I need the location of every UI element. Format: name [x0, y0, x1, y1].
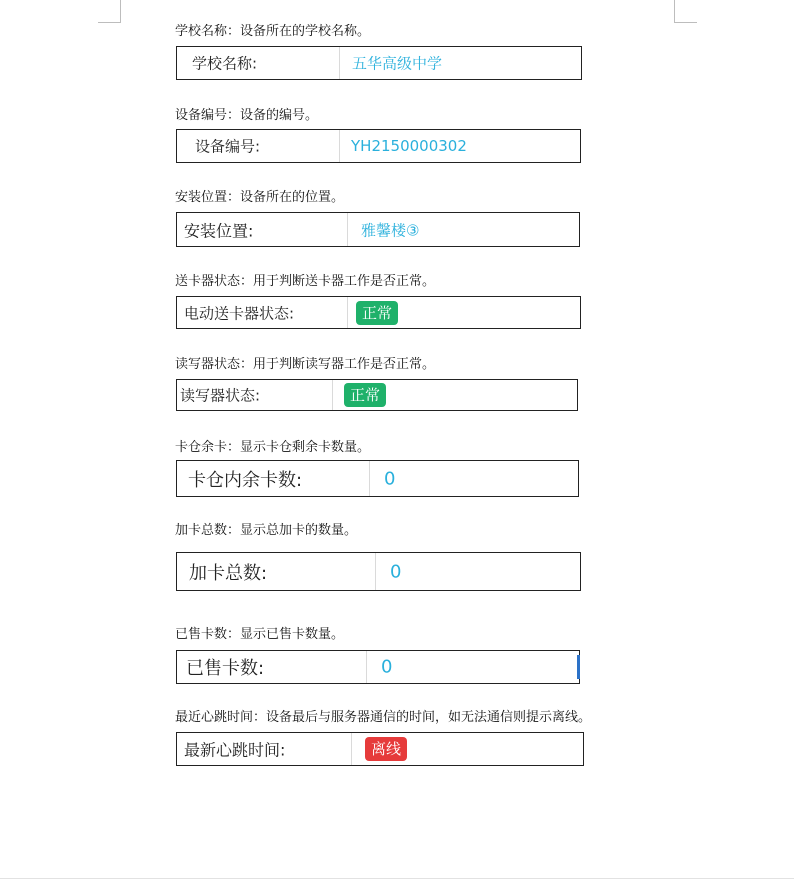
remaining-cards-panel [176, 460, 579, 497]
reader-status-caption: 读写器状态：用于判断读写器工作是否正常。 [175, 357, 436, 372]
device-id-caption: 设备编号：设备的编号。 [175, 108, 319, 123]
last-heartbeat-label: 最新心跳时间: [184, 740, 286, 760]
card-dispenser-status-label: 电动送卡器状态: [184, 304, 295, 322]
cards-sold-value: 0 [381, 656, 393, 678]
last-heartbeat-panel [176, 732, 584, 766]
field-divider [375, 553, 376, 590]
remaining-cards-caption: 卡仓余卡：显示卡仓剩余卡数量。 [175, 440, 371, 455]
reader-status-badge: 正常 [344, 383, 386, 407]
total-cards-added-caption: 加卡总数：显示总加卡的数量。 [175, 523, 358, 538]
device-id-label: 设备编号: [195, 137, 261, 156]
field-divider [366, 651, 367, 683]
page-corner-mark-right [674, 0, 697, 23]
school-name-panel [176, 46, 582, 80]
install-location-label: 安装位置: [184, 221, 254, 240]
field-divider [339, 47, 340, 79]
card-dispenser-status-panel [176, 296, 581, 329]
card-dispenser-status-caption: 送卡器状态：用于判断送卡器工作是否正常。 [175, 274, 436, 289]
install-location-panel [176, 212, 580, 247]
total-cards-added-label: 加卡总数: [189, 562, 268, 584]
last-heartbeat-badge: 离线 [365, 737, 407, 761]
total-cards-added-value: 0 [390, 561, 402, 582]
remaining-cards-value: 0 [384, 468, 396, 489]
last-heartbeat-caption: 最近心跳时间：设备最后与服务器通信的时间，如无法通信则提示离线。 [175, 710, 592, 725]
cards-sold-caption: 已售卡数：显示已售卡数量。 [175, 627, 345, 642]
field-divider [339, 130, 340, 162]
total-cards-added-panel [176, 552, 581, 591]
field-divider [351, 733, 352, 765]
remaining-cards-label: 卡仓内余卡数: [188, 469, 303, 491]
device-id-value: YH2150000302 [351, 137, 467, 155]
device-id-panel [176, 129, 581, 163]
cards-sold-panel [176, 650, 580, 684]
panel-edge-mark [577, 655, 580, 679]
field-divider [369, 461, 370, 496]
field-divider [332, 380, 333, 410]
reader-status-panel [176, 379, 578, 411]
install-location-caption: 安装位置：设备所在的位置。 [175, 190, 345, 205]
install-location-value: 雅馨楼③ [361, 221, 420, 239]
school-name-label: 学校名称: [192, 54, 258, 73]
school-name-caption: 学校名称：设备所在的学校名称。 [175, 24, 371, 39]
card-dispenser-status-badge: 正常 [356, 301, 398, 325]
field-divider [347, 297, 348, 328]
reader-status-label: 读写器状态: [180, 386, 261, 405]
school-name-value: 五华高级中学 [352, 54, 443, 73]
page-corner-mark-left [98, 0, 121, 23]
field-divider [347, 213, 348, 246]
cards-sold-label: 已售卡数: [186, 658, 265, 679]
